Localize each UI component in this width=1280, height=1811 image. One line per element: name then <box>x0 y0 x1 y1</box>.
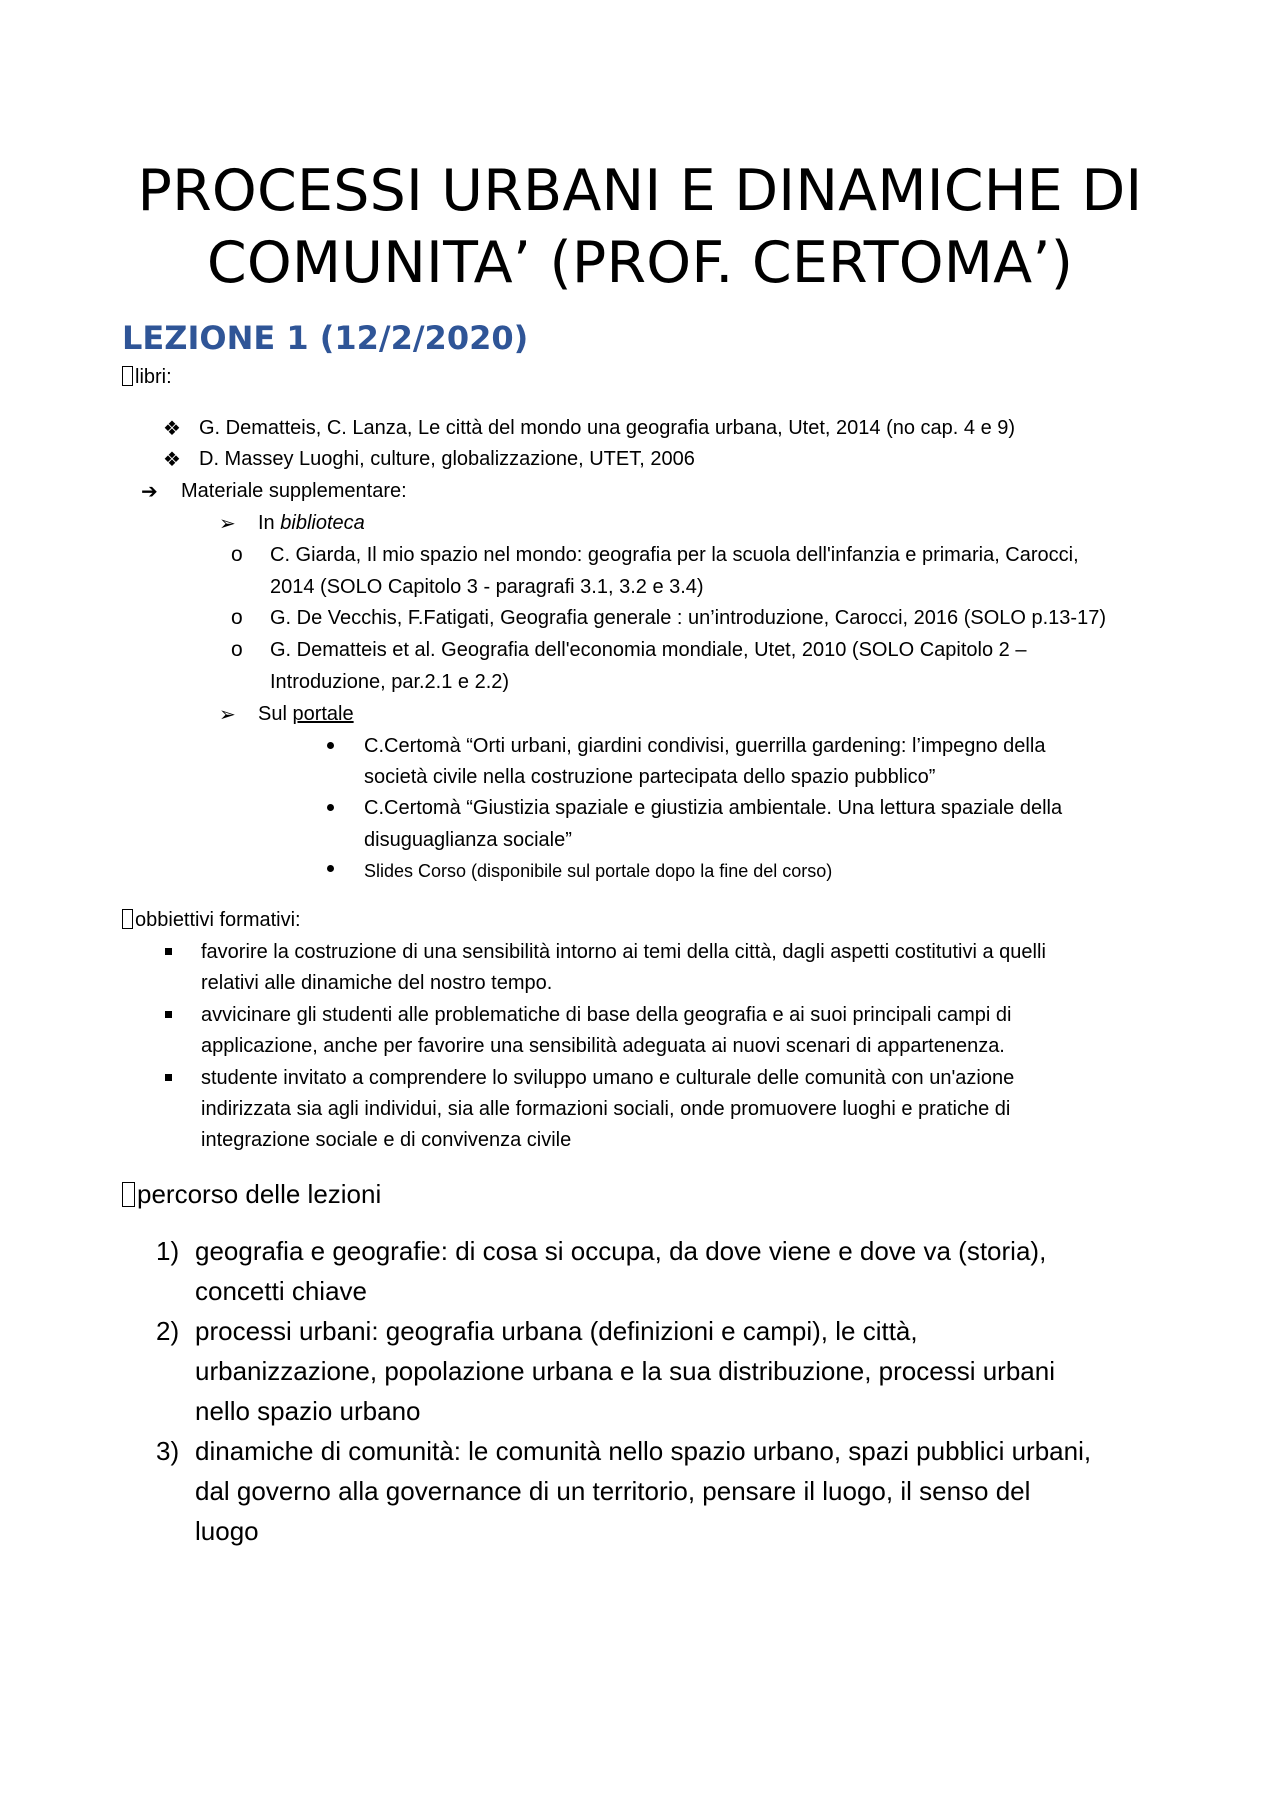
dot-bullet-icon <box>327 742 334 749</box>
portale-item-line: disuguaglianza sociale” <box>364 829 572 851</box>
percorso-item-line: processi urbani: geografia urbana (definizioni e campi), le città, <box>195 1316 918 1346</box>
title-line-2: COMUNITA’ (PROF. CERTOMA’) <box>206 230 1074 296</box>
obiettivi-heading <box>122 905 301 935</box>
document-title <box>100 155 1180 299</box>
circle-bullet-icon: o <box>231 638 243 661</box>
percorso-item-line: luogo <box>195 1516 259 1546</box>
portale-item-line: C.Certomà “Orti urbani, giardini condivisi, guerrilla gardening: l’impegno della <box>364 735 1046 757</box>
list-number: 1) <box>156 1236 180 1266</box>
percorso-heading-text: percorso delle lezioni <box>137 1179 382 1209</box>
obiettivi-item-line: integrazione sociale e di convivenza civile <box>201 1129 572 1151</box>
percorso-item-line: urbanizzazione, popolazione urbana e la sua distribuzione, processi urbani <box>195 1356 1055 1386</box>
chevron-bullet-icon: ➢ <box>219 702 236 726</box>
biblioteca-item-line: G. De Vecchis, F.Fatigati, Geografia generale : un’introduzione, Carocci, 2016 (SOLO p.13-17) <box>270 607 1106 629</box>
obiettivi-heading-text: obbiettivi formativi: <box>135 909 301 931</box>
biblioteca-item-line: Introduzione, par.2.1 e 2.2) <box>270 671 510 693</box>
biblioteca-item-line: 2014 (SOLO Capitolo 3 - paragrafi 3.1, 3.2 e 3.4) <box>270 576 704 598</box>
arrow-bullet-icon: ➔ <box>141 479 158 503</box>
percorso-item-line: dinamiche di comunità: le comunità nello spazio urbano, spazi pubblici urbani, <box>195 1436 1092 1466</box>
title-line-1: PROCESSI URBANI E DINAMICHE DI <box>137 158 1143 224</box>
portale-item-line: Slides Corso (disponibile sul portale dopo la fine del corso) <box>364 861 833 881</box>
list-number: 2) <box>156 1316 180 1346</box>
obiettivi-item-line: studente invitato a comprendere lo sviluppo umano e culturale delle comunità con un'azione <box>201 1067 1015 1089</box>
obiettivi-item-line: applicazione, anche per favorire una sensibilità adeguata ai nuovi scenari di appartenenza. <box>201 1035 1005 1057</box>
libri-heading-text: libri: <box>135 366 172 388</box>
circle-bullet-icon: o <box>231 543 243 566</box>
obiettivi-item-line: relativi alle dinamiche del nostro tempo. <box>201 972 553 994</box>
diamond-bullet-icon: ❖ <box>163 447 181 471</box>
square-bullet-icon <box>165 948 172 955</box>
percorso-item-line: dal governo alla governance di un territorio, pensare il luogo, il senso del <box>195 1476 1031 1506</box>
supplementary-heading: Materiale supplementare: <box>181 480 407 502</box>
book-item: D. Massey Luoghi, culture, globalizzazione, UTET, 2006 <box>199 448 695 470</box>
square-bullet-icon <box>165 1074 172 1081</box>
sul-portale-label: Sul portale <box>258 703 354 725</box>
biblioteca-item-line: C. Giarda, Il mio spazio nel mondo: geografia per la scuola dell'infanzia e primaria, Carocci, <box>270 544 1079 566</box>
percorso-item-line: nello spazio urbano <box>195 1396 421 1426</box>
book-item: G. Dematteis, C. Lanza, Le città del mondo una geografia urbana, Utet, 2014 (no cap. 4 e 9) <box>199 417 1016 439</box>
missing-glyph-icon <box>122 1182 135 1207</box>
obiettivi-item-line: indirizzata sia agli individui, sia alle formazioni sociali, onde promuovere luoghi e pratiche di <box>201 1098 1011 1120</box>
square-bullet-icon <box>165 1011 172 1018</box>
dot-bullet-icon <box>327 804 334 811</box>
obiettivi-item-line: avvicinare gli studenti alle problematiche di base della geografia e ai suoi principali campi di <box>201 1004 1012 1026</box>
list-number: 3) <box>156 1436 180 1466</box>
lesson-heading: LEZIONE 1 (12/2/2020) <box>122 319 529 357</box>
diamond-bullet-icon: ❖ <box>163 416 181 440</box>
missing-glyph-icon <box>122 366 133 386</box>
percorso-item-line: concetti chiave <box>195 1276 367 1306</box>
portale-item-line: C.Certomà “Giustizia spaziale e giustizia ambientale. Una lettura spaziale della <box>364 797 1063 819</box>
in-biblioteca-label: In biblioteca <box>258 512 365 534</box>
portale-item-line: società civile nella costruzione partecipata dello spazio pubblico” <box>364 766 936 788</box>
percorso-item-line: geografia e geografie: di cosa si occupa, da dove viene e dove va (storia), <box>195 1236 1047 1266</box>
percorso-heading <box>122 1174 381 1214</box>
biblioteca-item-line: G. Dematteis et al. Geografia dell'economia mondiale, Utet, 2010 (SOLO Capitolo 2 – <box>270 639 1027 661</box>
libri-heading <box>122 362 172 392</box>
circle-bullet-icon: o <box>231 606 243 629</box>
missing-glyph-icon <box>122 909 133 929</box>
dot-bullet-icon <box>327 865 334 872</box>
chevron-bullet-icon: ➢ <box>219 511 236 535</box>
obiettivi-item-line: favorire la costruzione di una sensibilità intorno ai temi della città, dagli aspetti costitutivi a quelli <box>201 941 1046 963</box>
